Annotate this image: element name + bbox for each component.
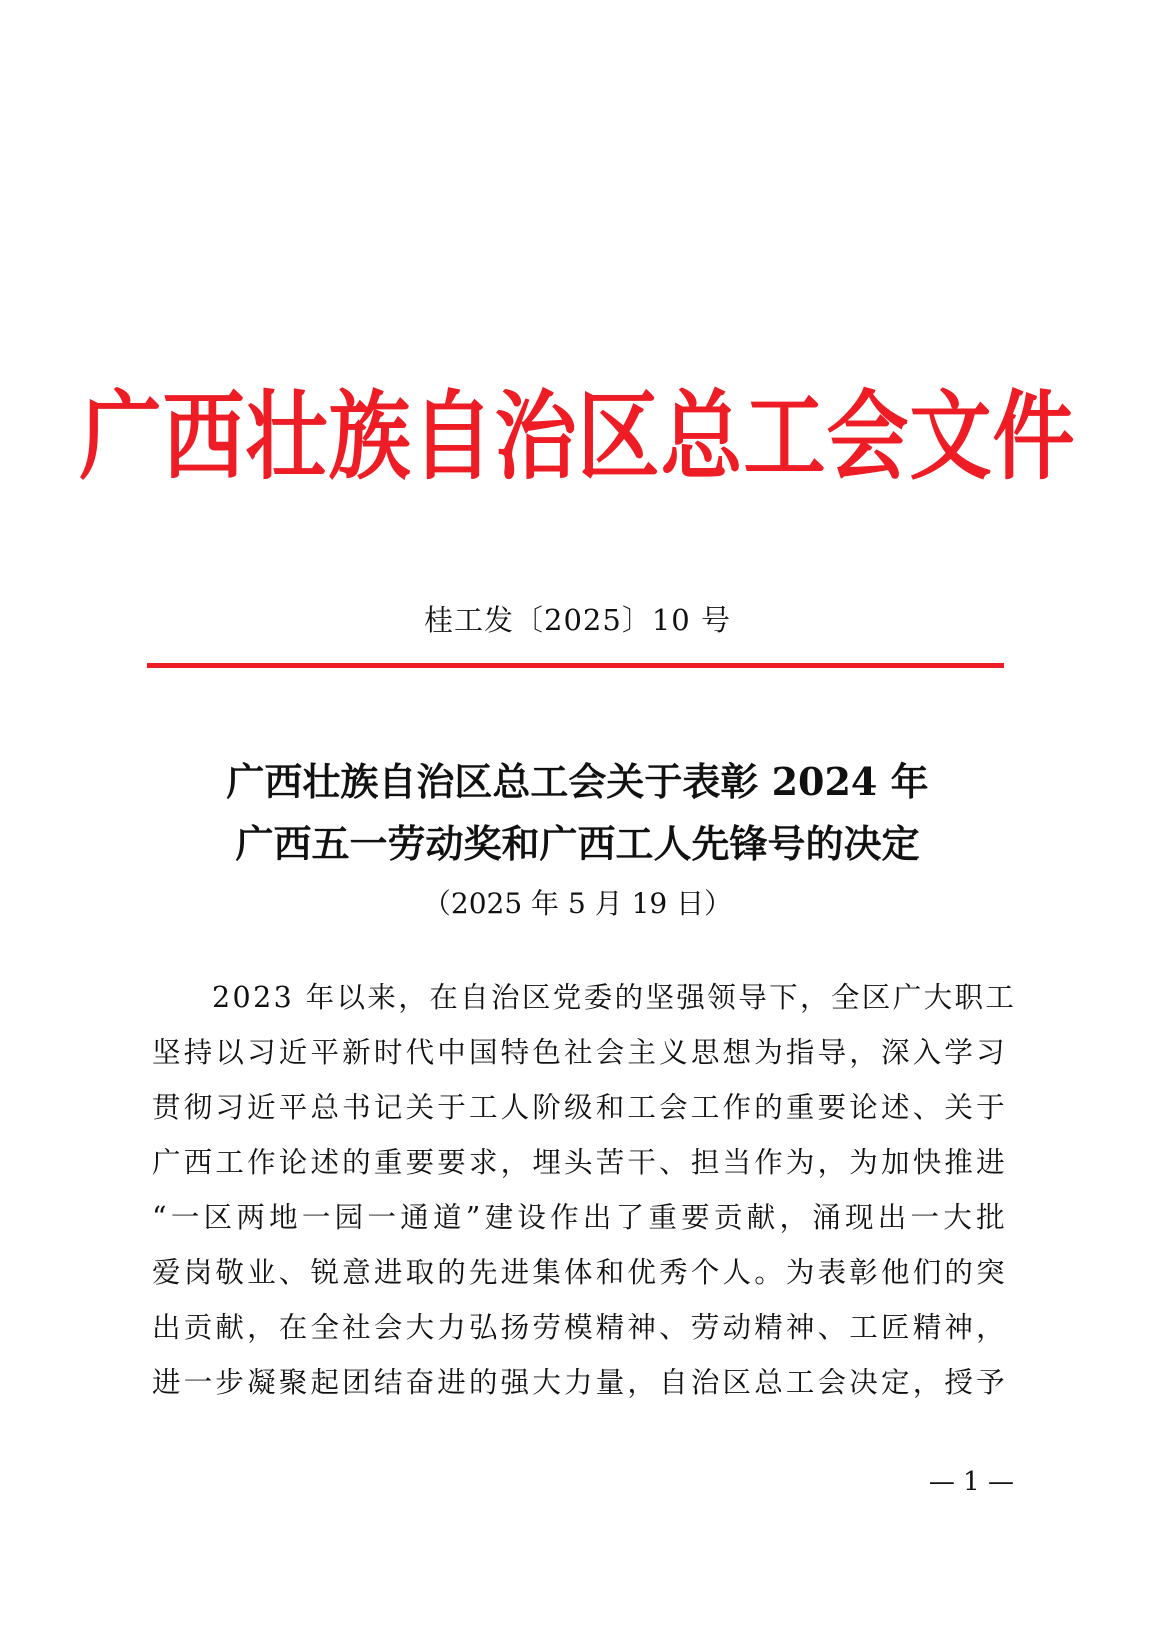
- body-line: 出贡献，在全社会大力弘扬劳模精神、劳动精神、工匠精神，: [152, 1311, 1007, 1344]
- body-line: 进一步凝聚起团结奋进的强大力量，自治区总工会决定，授予: [152, 1366, 1007, 1399]
- body-line: “一区两地一园一通道”建设作出了重要贡献，涌现出一大批: [152, 1201, 1007, 1234]
- document-date: （2025 年 5 月 19 日）: [422, 887, 733, 920]
- page-number: — 1 —: [928, 1467, 1014, 1497]
- body-line: 坚持以习近平新时代中国特色社会主义思想为指导，深入学习: [152, 1036, 1007, 1069]
- document-title-line-1: 广西壮族自治区总工会关于表彰 2024 年: [226, 759, 929, 804]
- document-number: 桂工发〔2025〕10 号: [424, 603, 731, 637]
- document-title-line-2: 广西五一劳动奖和广西工人先锋号的决定: [235, 821, 920, 866]
- body-line: 爱岗敬业、锐意进取的先进集体和优秀个人。为表彰他们的突: [152, 1256, 1007, 1289]
- red-head-title: 广西壮族自治区总工会文件: [79, 380, 1076, 494]
- body-line: 2023 年以来，在自治区党委的坚强领导下，全区广大职工: [212, 981, 1017, 1014]
- red-divider-line: [147, 663, 1004, 668]
- body-line: 贯彻习近平总书记关于工人阶级和工会工作的重要论述、关于: [152, 1091, 1007, 1124]
- body-line: 广西工作论述的重要要求，埋头苦干、担当作为，为加快推进: [152, 1146, 1007, 1179]
